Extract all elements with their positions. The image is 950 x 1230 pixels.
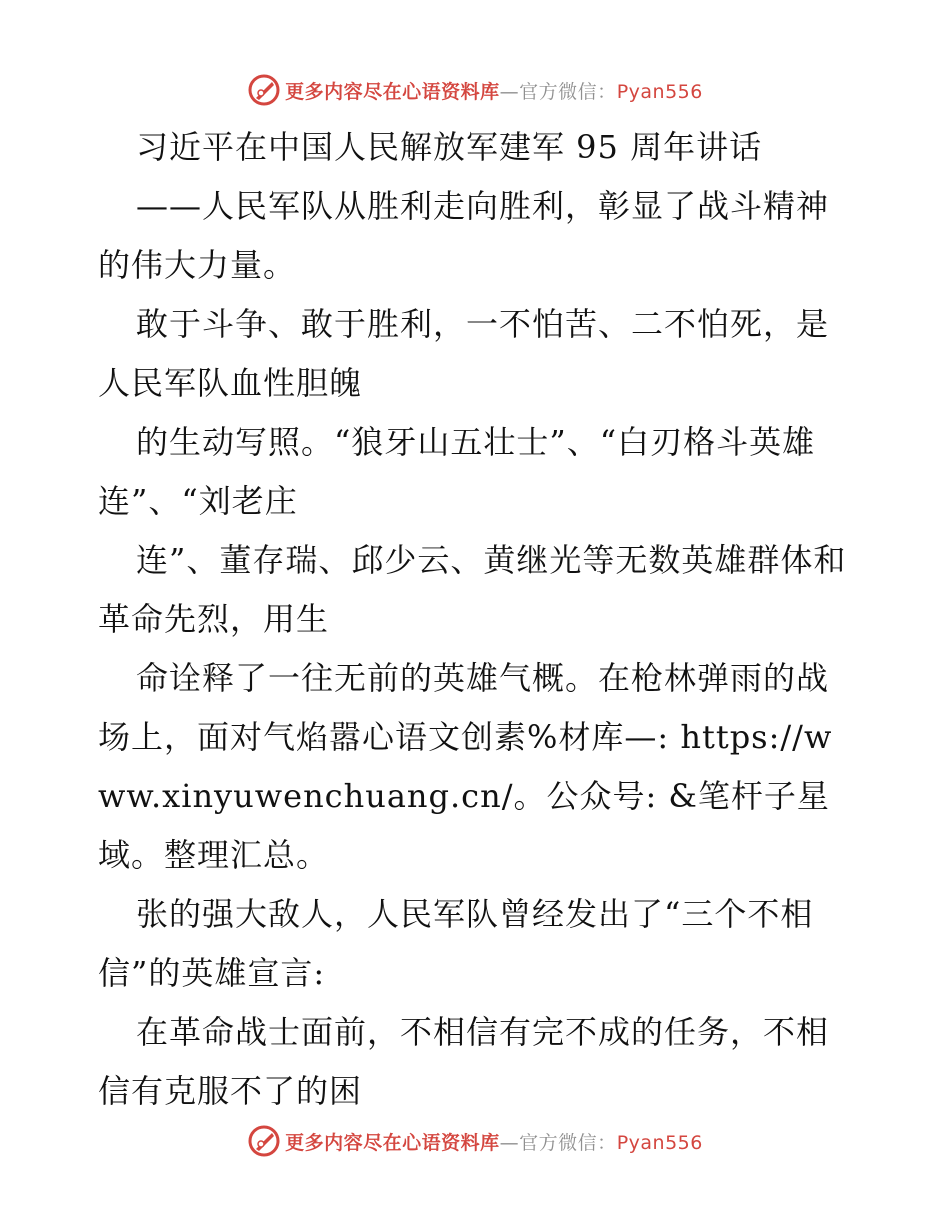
quill-logo-icon [247, 1124, 281, 1158]
banner-separator: — [499, 1131, 520, 1154]
banner-title: 更多内容尽在心语资料库 [285, 80, 500, 103]
paragraph: 敢于斗争、敢于胜利，一不怕苦、二不怕死，是人民军队血性胆魄 [98, 305, 830, 402]
quill-logo-icon [247, 73, 281, 107]
banner-account: Pyan556 [616, 1131, 703, 1154]
banner-channel: 官方微信： [519, 1131, 617, 1154]
paragraph: 的生动写照。“狼牙山五壮士”、“白刃格斗英雄连”、“刘老庄 [98, 423, 816, 520]
paragraph: 命诠释了一往无前的英雄气概。在枪林弹雨的战场上，面对气焰嚣心语文创素%材库—: https://www.xinyuwenchuang.cn/。公众号: &笔杆子星域。整理汇总。 [98, 659, 833, 874]
paragraph: 张的强大敌人，人民军队曾经发出了“三个不相信”的英雄宣言: [98, 895, 814, 992]
paragraph-subtitle: ——人民军队从胜利走向胜利，彰显了战斗精神的伟大力量。 [98, 187, 830, 284]
banner-account: Pyan556 [616, 80, 703, 103]
banner-text [285, 1128, 703, 1155]
banner-text [285, 77, 703, 104]
header-banner [0, 70, 950, 110]
paragraph: 连”、董存瑞、邱少云、黄继光等无数英雄群体和革命先烈，用生 [98, 541, 847, 638]
paragraph-title: 习近平在中国人民解放军建军 95 周年讲话 [136, 128, 763, 166]
banner-title: 更多内容尽在心语资料库 [285, 1131, 500, 1154]
footer-banner [0, 1121, 950, 1161]
banner-channel: 官方微信： [519, 80, 617, 103]
document-body [98, 118, 858, 1121]
paragraph: 在革命战士面前，不相信有完不成的任务，不相信有克服不了的困 [98, 1013, 830, 1110]
banner-separator: — [499, 80, 520, 103]
